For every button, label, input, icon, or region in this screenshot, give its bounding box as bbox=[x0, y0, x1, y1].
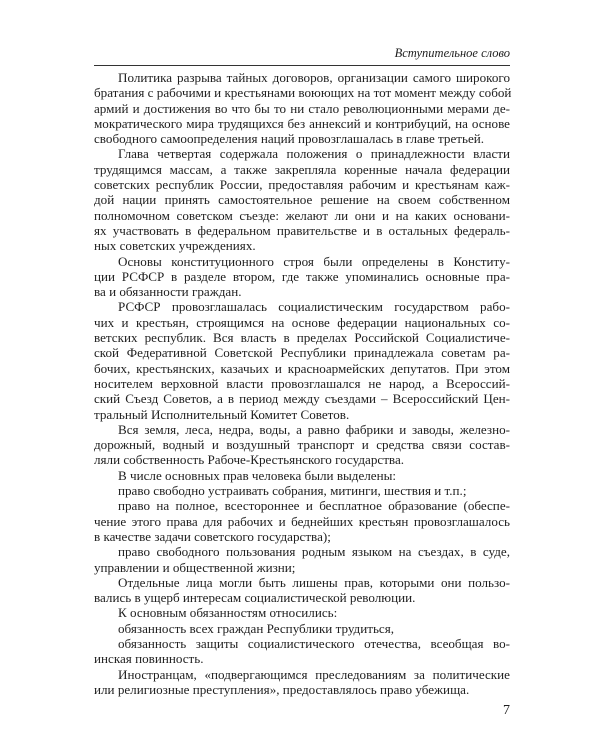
body-text bbox=[94, 70, 510, 697]
paragraph bbox=[94, 498, 510, 544]
paragraph bbox=[94, 575, 510, 606]
paragraph-line: В числе основных прав человека были выделены: bbox=[118, 467, 397, 483]
paragraph-line: дой нации принять самостоятельное решение на своем собственном bbox=[94, 192, 510, 208]
paragraph-line: носителем верховной власти провозглашался не народ, а Всероссий- bbox=[94, 375, 510, 391]
paragraph-line: Отдельные лица могли быть лишены прав, которыми они пользо- bbox=[118, 574, 510, 590]
paragraph-line: ции РСФСР в разделе втором, где также упоминались основные пра- bbox=[94, 268, 510, 284]
paragraph bbox=[94, 254, 510, 300]
paragraph-line: вались в ущерб интересам социалистической революции. bbox=[94, 590, 416, 606]
paragraph bbox=[94, 605, 510, 620]
paragraph-line: обязанность всех граждан Республики трудиться, bbox=[118, 620, 395, 636]
paragraph bbox=[94, 422, 510, 468]
paragraph-line: свободного самоопределения наций провозглашалась в главе третьей. bbox=[94, 131, 485, 147]
paragraph-line: чение этого права для рабочих и беднейших крестьян провозглашалось bbox=[94, 513, 510, 529]
paragraph-line: управлении и общественной жизни; bbox=[94, 559, 296, 575]
paragraph bbox=[94, 70, 510, 146]
paragraph-line: Иностранцам, «подвергающимся преследованиям за политические bbox=[118, 666, 510, 682]
paragraph-line: армий и достижения во что бы то ни стало революционными мерами де- bbox=[94, 100, 510, 116]
paragraph-line: РСФСР провозглашалась социалистическим государством рабо- bbox=[118, 299, 510, 315]
paragraph bbox=[94, 299, 510, 421]
paragraph-line: Глава четвертая содержала положения о принадлежности власти bbox=[118, 146, 510, 162]
paragraph-line: ях участвовать в федеральном правительстве и в остальных федераль- bbox=[94, 222, 510, 238]
page-number: 7 bbox=[503, 703, 510, 718]
paragraph-line: Политика разрыва тайных договоров, организации самого широкого bbox=[118, 70, 510, 85]
paragraph-line: братания с рабочими и крестьянами воюющих на тот момент между собой bbox=[94, 85, 512, 101]
paragraph-line: право на полное, всестороннее и бесплатное образование (обеспе- bbox=[118, 498, 510, 514]
paragraph-line: ский Съезд Советов, а в период между съездами – Всероссийский Цен- bbox=[94, 391, 510, 407]
running-header bbox=[94, 44, 510, 66]
paragraph bbox=[94, 483, 510, 498]
paragraph-line: в качестве задачи советского государства); bbox=[94, 528, 331, 544]
paragraph-line: или религиозные преступления», предоставлялось право убежища. bbox=[94, 681, 470, 697]
paragraph-line: ветских республик. Вся власть в пределах Российской Социалистиче- bbox=[94, 330, 510, 346]
paragraph-line: мократического мира трудящихся без аннексий и контрибуций, на основе bbox=[94, 115, 510, 131]
paragraph-line: трудящимся массам, а также закрепляла коренные начала федерации bbox=[94, 161, 510, 177]
paragraph-line: тральный Исполнительный Комитет Советов. bbox=[94, 406, 350, 422]
paragraph-line: бочих, крестьянских, казачьих и красноармейских депутатов. При этом bbox=[94, 360, 510, 376]
paragraph-line: обязанность защиты социалистического отечества, всеобщая во- bbox=[118, 635, 510, 651]
paragraph-line: ных советских учреждениях. bbox=[94, 238, 256, 254]
paragraph-line: инская повинность. bbox=[94, 651, 204, 667]
paragraph bbox=[94, 544, 510, 575]
paragraph bbox=[94, 636, 510, 667]
running-header-title: Вступительное слово bbox=[394, 46, 510, 60]
paragraph-line: советских республик России, предоставляя рабочим и крестьянам каж- bbox=[94, 177, 510, 193]
paragraph-line: ва и обязанности граждан. bbox=[94, 284, 242, 300]
paragraph-line: К основным обязанностям относились: bbox=[118, 605, 338, 621]
paragraph-line: Основы конституционного строя были определены в Конститу- bbox=[118, 253, 510, 269]
paragraph bbox=[94, 468, 510, 483]
paragraph-line: ляли собственность Рабоче-Крестьянского государства. bbox=[94, 452, 405, 468]
paragraph-line: право свободного пользования родным языком на съездах, в суде, bbox=[118, 544, 510, 560]
paragraph-line: чих и крестьян, строящимся на основе федерации национальных со- bbox=[94, 314, 510, 330]
paragraph-line: полномочном советском съезде: желают ли они и на каких основани- bbox=[94, 207, 510, 223]
paragraph bbox=[94, 667, 510, 698]
paragraph-line: право свободно устраивать собрания, митинги, шествия и т.п.; bbox=[118, 483, 467, 499]
paragraph-line: Вся земля, леса, недра, воды, а равно фабрики и заводы, железно- bbox=[118, 421, 510, 437]
paragraph bbox=[94, 146, 510, 253]
paragraph-line: ской Федеративной Советской Республики принадлежала советам ра- bbox=[94, 345, 510, 361]
paragraph-line: дорожный, водный и воздушный транспорт и средства связи состав- bbox=[94, 437, 510, 453]
header-rule bbox=[94, 65, 510, 66]
paragraph bbox=[94, 621, 510, 636]
